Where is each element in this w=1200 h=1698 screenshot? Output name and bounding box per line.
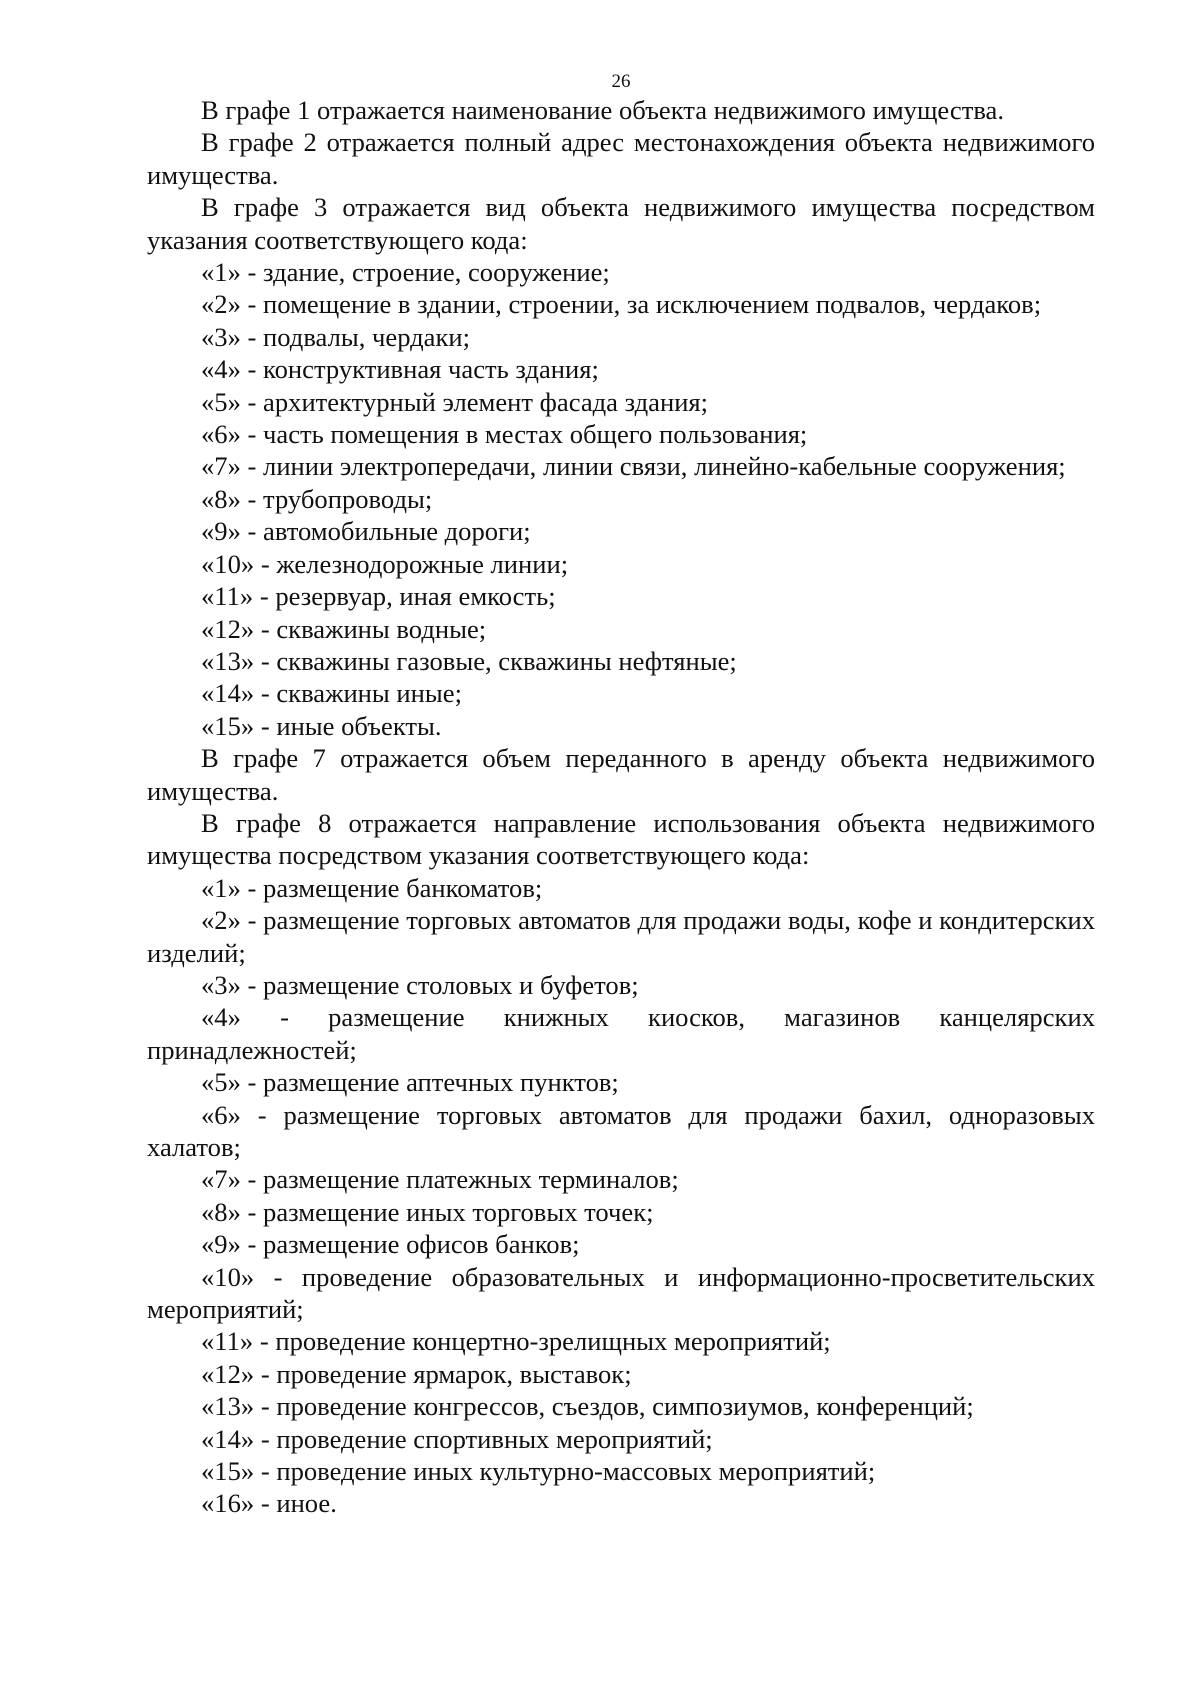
- list-item: «11» - резервуар, иная емкость;: [201, 581, 556, 612]
- list-item: «14» - скважины иные;: [201, 678, 462, 709]
- list-item: «3» - подвалы, чердаки;: [201, 321, 471, 352]
- list-item: «16» - иное.: [201, 1488, 337, 1519]
- paragraph: В графе 7 отражается объем переданного в аренду объекта недвижимого имущества.: [147, 743, 1095, 806]
- list-item: «9» - размещение офисов банков;: [201, 1229, 580, 1260]
- list-item: «9» - автомобильные дороги;: [201, 516, 531, 547]
- list-item: «15» - проведение иных культурно-массовых мероприятий;: [201, 1456, 876, 1487]
- list-item: «12» - проведение ярмарок, выставок;: [201, 1358, 632, 1389]
- document-body: [147, 94, 1095, 1520]
- list-item: «10» - проведение образовательных и информационно-просветительских мероприятий;: [147, 1261, 1095, 1325]
- page-number: 26: [611, 71, 631, 92]
- list-item: «7» - размещение платежных терминалов;: [201, 1164, 679, 1195]
- list-item: «1» - размещение банкоматов;: [201, 872, 543, 903]
- list-item: «2» - помещение в здании, строении, за исключением подвалов, чердаков;: [201, 289, 1042, 320]
- list-item: «3» - размещение столовых и буфетов;: [201, 969, 639, 1000]
- list-item: «5» - размещение аптечных пунктов;: [201, 1067, 619, 1098]
- list-item: «1» - здание, строение, сооружение;: [201, 257, 610, 288]
- list-item: «4» - конструктивная часть здания;: [201, 354, 599, 385]
- list-item: «14» - проведение спортивных мероприятий;: [201, 1423, 713, 1454]
- paragraph: В графе 3 отражается вид объекта недвижимого имущества посредством указания соответствующего кода:: [147, 192, 1095, 255]
- list-item: «11» - проведение концертно-зрелищных мероприятий;: [201, 1326, 831, 1357]
- list-item: «13» - скважины газовые, скважины нефтяные;: [201, 645, 737, 676]
- list-item: «8» - размещение иных торговых точек;: [201, 1196, 654, 1227]
- list-item: «7» - линии электропередачи, линии связи, линейно-кабельные сооружения;: [201, 451, 1066, 482]
- list-item: «4» - размещение книжных киосков, магазинов канцелярских принадлежностей;: [147, 1002, 1095, 1065]
- list-item: «13» - проведение конгрессов, съездов, симпозиумов, конференций;: [201, 1391, 974, 1422]
- list-item: «8» - трубопроводы;: [201, 483, 433, 514]
- list-item: «6» - часть помещения в местах общего пользования;: [201, 419, 808, 450]
- list-item: «5» - архитектурный элемент фасада здания;: [201, 386, 709, 417]
- list-item: «15» - иные объекты.: [201, 710, 442, 741]
- list-item: «6» - размещение торговых автоматов для продажи бахил, одноразовых халатов;: [147, 1099, 1095, 1162]
- list-item: «2» - размещение торговых автоматов для продажи воды, кофе и кондитерских изделий;: [147, 905, 1095, 968]
- list-item: «12» - скважины водные;: [201, 613, 487, 644]
- paragraph: В графе 1 отражается наименование объекта недвижимого имущества.: [201, 95, 1004, 125]
- paragraph: В графе 2 отражается полный адрес местонахождения объекта недвижимого имущества.: [147, 127, 1095, 190]
- paragraph: В графе 8 отражается направление использования объекта недвижимого имущества посредством указания соответствующего кода:: [147, 807, 1095, 871]
- list-item: «10» - железнодорожные линии;: [201, 548, 569, 579]
